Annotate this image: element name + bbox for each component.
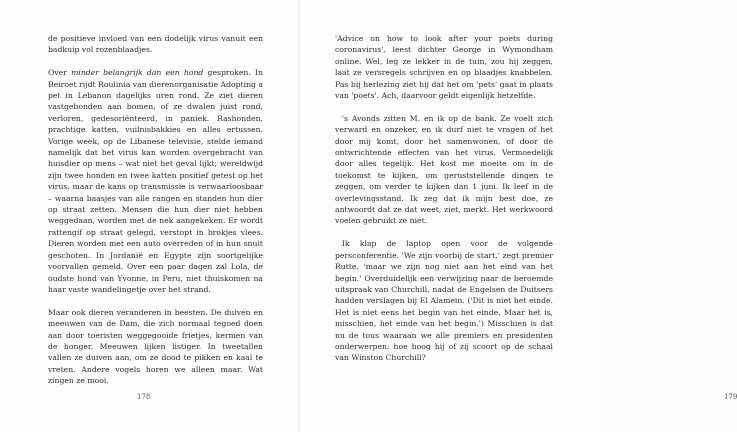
left-paragraph-3: Maar ook dieren veranderen in beesten. De duiven en meeuwen van de Dam, die zich normaal tegoed doen aan door toeristen weggegooide frietjes, kermen van de honger. Meeuwen lijken listiger. In tweetallen vallen ze duiven aan, om ze dood te pikken en kaal te vreten. Andere vogels horen we alleen maar. Wat zingen ze mooi. <box>48 307 263 386</box>
right-paragraph-2: 's Avonds zitten M. en ik op de bank. Ze voelt zich verward en onzeker, en ik durf niet te vragen of het door mij komt, door het samenwonen, of door de ontwrichtende effecten van het virus. Vermoedelijk door alles tegelijk. Het kost me moeite om in de toekomst te kijken, om geruststellende dingen te zeggen, om verder te kijken dan 1 juni. Ik leef in de overlevingsstand. Ik zeg dat ik mijn best doe, ze antwoordt dat ze dat weet, ziet, merkt. Het werkwoord voelen gebruikt ze niet. <box>335 113 553 226</box>
left-paragraph-2-suffix: gesproken. In Beiroet rijdt Roulinia van dierenorganisatie Adopting a pet in Lebanon dagelijks uren rond. Ze ziet dieren vastgebonden aan bomen, of ze dwalen juist rond, verloren, gedesoriënteerd, in paniek. Rashonden, prachtige katten, vuilnisbakkies en alles ertussen. Vorige week, op de Libanese televisie, stelde iemand namelijk dat het virus kan worden overgebracht van huisdier op mens – wat niet het geval lijkt; wereldwijd zijn twee honden en twee katten positief getest op het virus, maar de kans op transmissie is verwaarloosbaar – waarna baasjes van alle rangen en standen hun dier op straat zetten. Mensen die hun dier niet hebben weggedaan, worden met de nek aangekeken. Er wordt rattengif op straat gelegd, verstopt in brokjes vlees. Dieren worden met een auto overreden of in hun snuit geschoten. In Jordanië en Egypte zijn soortgelijke voorvallen gemeld. Over een paar dagen zal Lola, de oudste hond van Yvonne, in Peru, niet thuiskomen na haar vaste wandelingetje over het strand. <box>48 68 263 294</box>
left-paragraph-2-prefix: Over <box>48 68 72 78</box>
right-paragraph-3: Ik klap de laptop open voor de volgende persconferentie. 'We zijn voorbij de start,' zegt premier Rutte, 'maar we zijn nog niet aan het eind van het begin.' Overduidelijk een verwijzing naar de beroemde uitspraak van Churchill, nadat de Engelsen de Duitsers hadden verslagen bij El Alamein. ('Dit is niet het einde. Het is niet eens het begin van het einde. Maar het is, misschien, het einde van het begin.') Misschien is dat nu de tous waaraan we alle premiers en presidenten onderwerpen: hoe hoog hij of zij scoort op de schaal van Winston Churchill? <box>335 239 553 363</box>
page-number-left: 178 <box>137 393 151 401</box>
page-number-right: 179 <box>724 393 737 401</box>
right-page-text <box>335 33 553 364</box>
left-page-text <box>48 33 263 387</box>
left-paragraph-1: de positieve invloed van een dodelijk virus vanuit een badkuip vol rozenblaadjes. <box>48 34 263 55</box>
left-paragraph-2 <box>48 67 263 295</box>
left-page <box>0 0 300 432</box>
right-paragraph-1: 'Advice on how to look after your poets during coronavirus', leest dichter George in Wymondham online. Wel, leg ze lekker in de tuin, zou hij zeggen, laat ze versregels schrijven en op blaadjes knabbelen. Pas bij herlezing ziet hij dat het om 'pets' gaat in plaats van 'poets'. Ach, daarvoor geldt eigenlijk hetzelfde. <box>335 34 553 101</box>
left-paragraph-2-italic: minder belangrijk dan een hond <box>71 68 204 78</box>
